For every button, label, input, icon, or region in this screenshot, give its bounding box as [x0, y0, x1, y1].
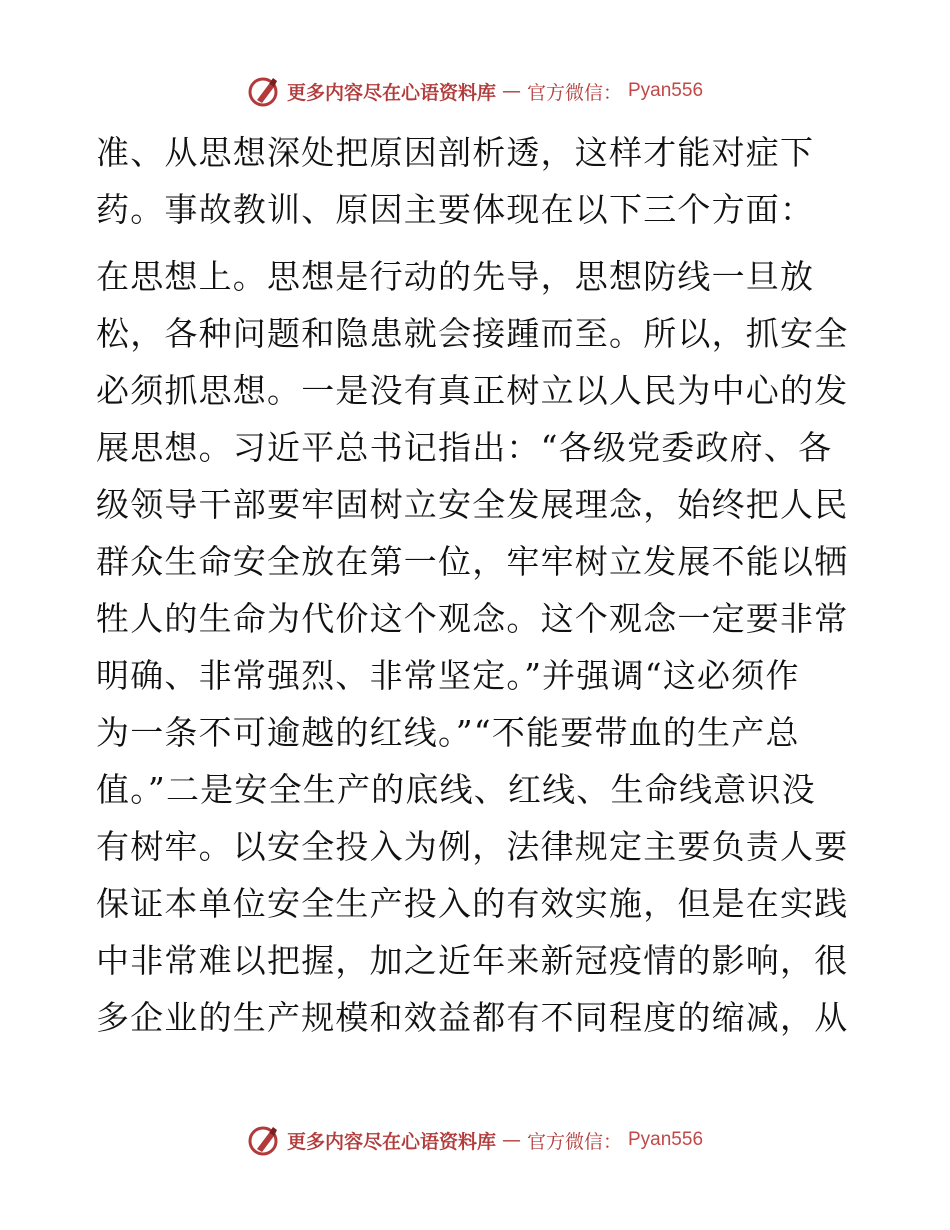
- header-watermark: [0, 74, 950, 108]
- watermark-brand: 更多内容尽在心语资料库: [286, 81, 496, 104]
- text-line: 多企业的生产规模和效益都有不同程度的缩减，从: [96, 998, 849, 1037]
- paragraph-gap: [96, 238, 856, 248]
- watermark-wechat-id: Pyan556: [628, 80, 704, 101]
- text-line: 必须抓思想。一是没有真正树立以人民为中心的发: [96, 371, 849, 410]
- red-pen-logo-icon: [247, 74, 281, 108]
- text-line: 级领导干部要牢固树立安全发展理念，始终把人民: [96, 485, 849, 524]
- text-line: 明确、非常强烈、非常坚定。”并强调“这必须作: [96, 656, 800, 695]
- watermark-dash: —: [501, 80, 521, 102]
- watermark-brand: 更多内容尽在心语资料库: [286, 1130, 496, 1153]
- text-line: 保证本单位安全生产投入的有效实施，但是在实践: [96, 884, 849, 923]
- text-line: 松，各种问题和隐患就会接踵而至。所以，抓安全: [96, 314, 849, 353]
- text-line: 药。事故教训、原因主要体现在以下三个方面：: [96, 190, 815, 229]
- watermark-wechat-id: Pyan556: [628, 1129, 704, 1150]
- text-line: 在思想上。思想是行动的先导，思想防线一旦放: [96, 257, 815, 296]
- text-line: 有树牢。以安全投入为例，法律规定主要负责人要: [96, 827, 849, 866]
- footer-watermark: [0, 1123, 950, 1157]
- text-line: 值。”二是安全生产的底线、红线、生命线意识没: [96, 770, 816, 809]
- document-body: [96, 124, 856, 1046]
- text-line: 牲人的生命为代价这个观念。这个观念一定要非常: [96, 599, 849, 638]
- text-line: 准、从思想深处把原因剖析透，这样才能对症下: [96, 133, 815, 172]
- watermark-wechat-label: 官方微信：: [526, 1130, 622, 1153]
- text-line: 为一条不可逾越的红线。”“不能要带血的生产总: [96, 713, 800, 752]
- watermark-wechat-label: 官方微信：: [526, 81, 622, 104]
- text-line: 中非常难以把握，加之近年来新冠疫情的影响，很: [96, 941, 849, 980]
- text-line: 展思想。习近平总书记指出：“各级党委政府、各: [96, 428, 833, 467]
- red-pen-logo-icon: [247, 1123, 281, 1157]
- watermark-dash: —: [501, 1129, 521, 1151]
- text-line: 群众生命安全放在第一位，牢牢树立发展不能以牺: [96, 542, 849, 581]
